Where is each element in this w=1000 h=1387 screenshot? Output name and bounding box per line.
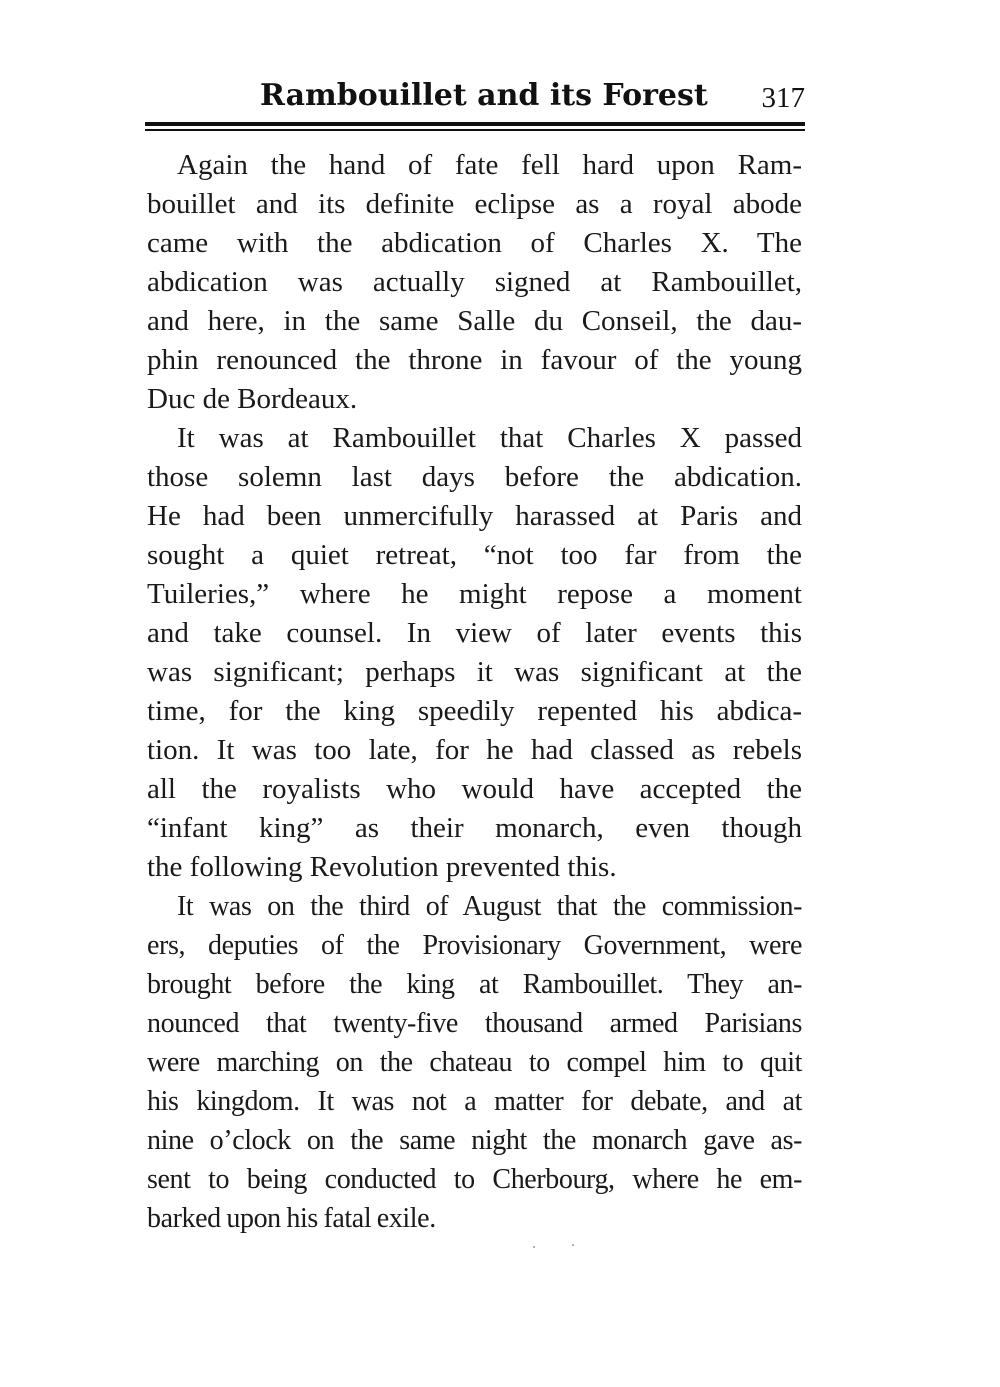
text-line: Duc de Bordeaux.: [147, 383, 358, 415]
text-line: came with the abdication of Charles X. The: [147, 227, 802, 259]
text-line: the following Revolution prevented this.: [147, 851, 617, 883]
text-line: It was on the third of August that the commission-: [177, 891, 802, 922]
text-line: time, for the king speedily repented his abdica-: [147, 695, 802, 727]
text-line: his kingdom. It was not a matter for debate, and at: [147, 1086, 802, 1117]
text-line: and take counsel. In view of later events this: [147, 617, 802, 649]
text-line: ers, deputies of the Provisionary Government, were: [147, 930, 802, 961]
running-header: [145, 76, 805, 120]
text-line: nine o’clock on the same night the monarch gave as-: [147, 1125, 802, 1156]
page-number: 317: [761, 82, 805, 114]
paragraph-1: [147, 146, 802, 419]
text-line: and here, in the same Salle du Conseil, the dau-: [147, 305, 802, 337]
text-line: “infant king” as their monarch, even though: [147, 812, 802, 844]
header-rule-thin: [145, 129, 805, 131]
text-line: all the royalists who would have accepted the: [147, 773, 802, 805]
text-line: Again the hand of fate fell hard upon Ram-: [177, 149, 802, 181]
text-line: brought before the king at Rambouillet. They an-: [147, 969, 802, 1000]
text-line: was significant; perhaps it was significant at the: [147, 656, 802, 688]
text-line: Tuileries,” where he might repose a moment: [147, 578, 802, 610]
header-rule-thick: [145, 122, 805, 126]
running-title: Rambouillet and its Forest: [260, 78, 708, 113]
text-line: It was at Rambouillet that Charles X passed: [177, 422, 802, 454]
paper-speck: [572, 1244, 574, 1246]
text-line: sent to being conducted to Cherbourg, where he em-: [147, 1164, 802, 1195]
text-line: bouillet and its definite eclipse as a royal abode: [147, 188, 802, 220]
text-line: abdication was actually signed at Rambouillet,: [147, 266, 802, 298]
body-text: [147, 146, 802, 1238]
text-line: sought a quiet retreat, “not too far from the: [147, 539, 802, 571]
paragraph-3: [147, 887, 802, 1238]
text-line: phin renounced the throne in favour of the young: [147, 344, 802, 376]
text-line: barked upon his fatal exile.: [147, 1203, 436, 1234]
paper-speck: [533, 1246, 535, 1248]
text-line: He had been unmercifully harassed at Paris and: [147, 500, 802, 532]
text-line: were marching on the chateau to compel him to quit: [147, 1047, 802, 1078]
text-line: those solemn last days before the abdication.: [147, 461, 802, 493]
text-line: tion. It was too late, for he had classed as rebels: [147, 734, 802, 766]
paragraph-2: [147, 419, 802, 887]
text-line: nounced that twenty-five thousand armed Parisians: [147, 1008, 802, 1039]
